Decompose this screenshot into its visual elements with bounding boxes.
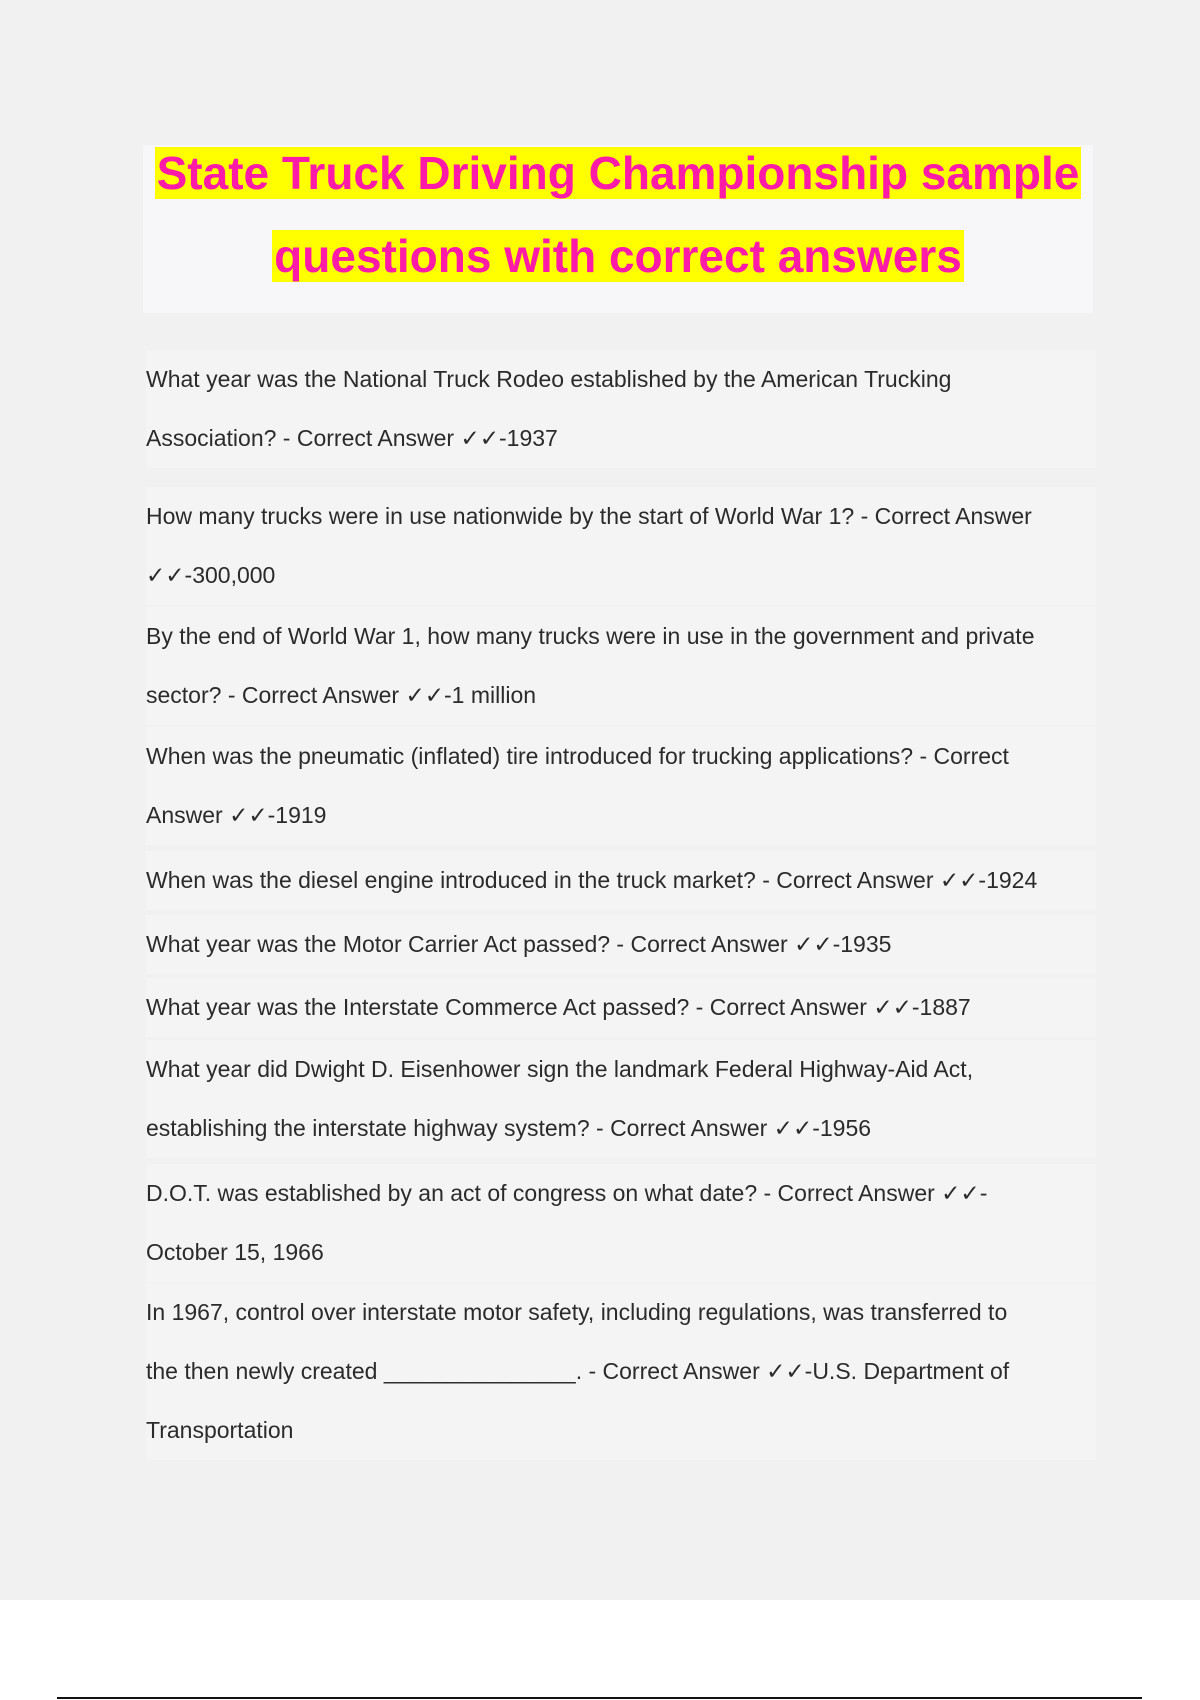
qa-line: What year was the Motor Carrier Act passed? - Correct Answer ✓✓-1935	[146, 931, 892, 957]
qa-line: What year did Dwight D. Eisenhower sign the landmark Federal Highway-Aid Act,	[146, 1056, 974, 1082]
footer-rule	[57, 1697, 1142, 1699]
qa-item	[146, 487, 1096, 605]
qa-line: By the end of World War 1, how many trucks were in use in the government and private	[146, 623, 1035, 649]
qa-item	[146, 1040, 1096, 1158]
qa-line: When was the diesel engine introduced in the truck market? - Correct Answer ✓✓-1924	[146, 867, 1038, 893]
qa-item	[146, 607, 1096, 725]
qa-line: sector? - Correct Answer ✓✓-1 million	[146, 682, 537, 708]
qa-item	[146, 350, 1096, 468]
qa-line: Association? - Correct Answer ✓✓-1937	[146, 425, 558, 451]
qa-item	[146, 978, 1096, 1037]
qa-line: October 15, 1966	[146, 1239, 324, 1265]
title-line-2: questions with correct answers	[274, 230, 962, 282]
qa-line: Transportation	[146, 1417, 294, 1443]
title-block	[143, 145, 1093, 313]
qa-line: ✓✓-300,000	[146, 562, 276, 588]
qa-item	[146, 1283, 1096, 1460]
qa-line: What year was the Interstate Commerce Act passed? - Correct Answer ✓✓-1887	[146, 994, 971, 1020]
qa-item	[146, 727, 1096, 845]
qa-line: What year was the National Truck Rodeo established by the American Trucking	[146, 366, 952, 392]
qa-line: Answer ✓✓-1919	[146, 802, 327, 828]
qa-line: D.O.T. was established by an act of congress on what date? - Correct Answer ✓✓-	[146, 1180, 988, 1206]
qa-line: In 1967, control over interstate motor safety, including regulations, was transferred to	[146, 1299, 1008, 1325]
qa-line: the then newly created _______________. - Correct Answer ✓✓-U.S. Department of	[146, 1358, 1010, 1384]
qa-line: establishing the interstate highway system? - Correct Answer ✓✓-1956	[146, 1115, 872, 1141]
qa-item	[146, 851, 1096, 910]
qa-item	[146, 1164, 1096, 1282]
qa-line: How many trucks were in use nationwide by the start of World War 1? - Correct Answer	[146, 503, 1032, 529]
qa-item	[146, 915, 1096, 974]
qa-line: When was the pneumatic (inflated) tire introduced for trucking applications? - Correct	[146, 743, 1009, 769]
title-line-1: State Truck Driving Championship sample	[156, 147, 1080, 199]
